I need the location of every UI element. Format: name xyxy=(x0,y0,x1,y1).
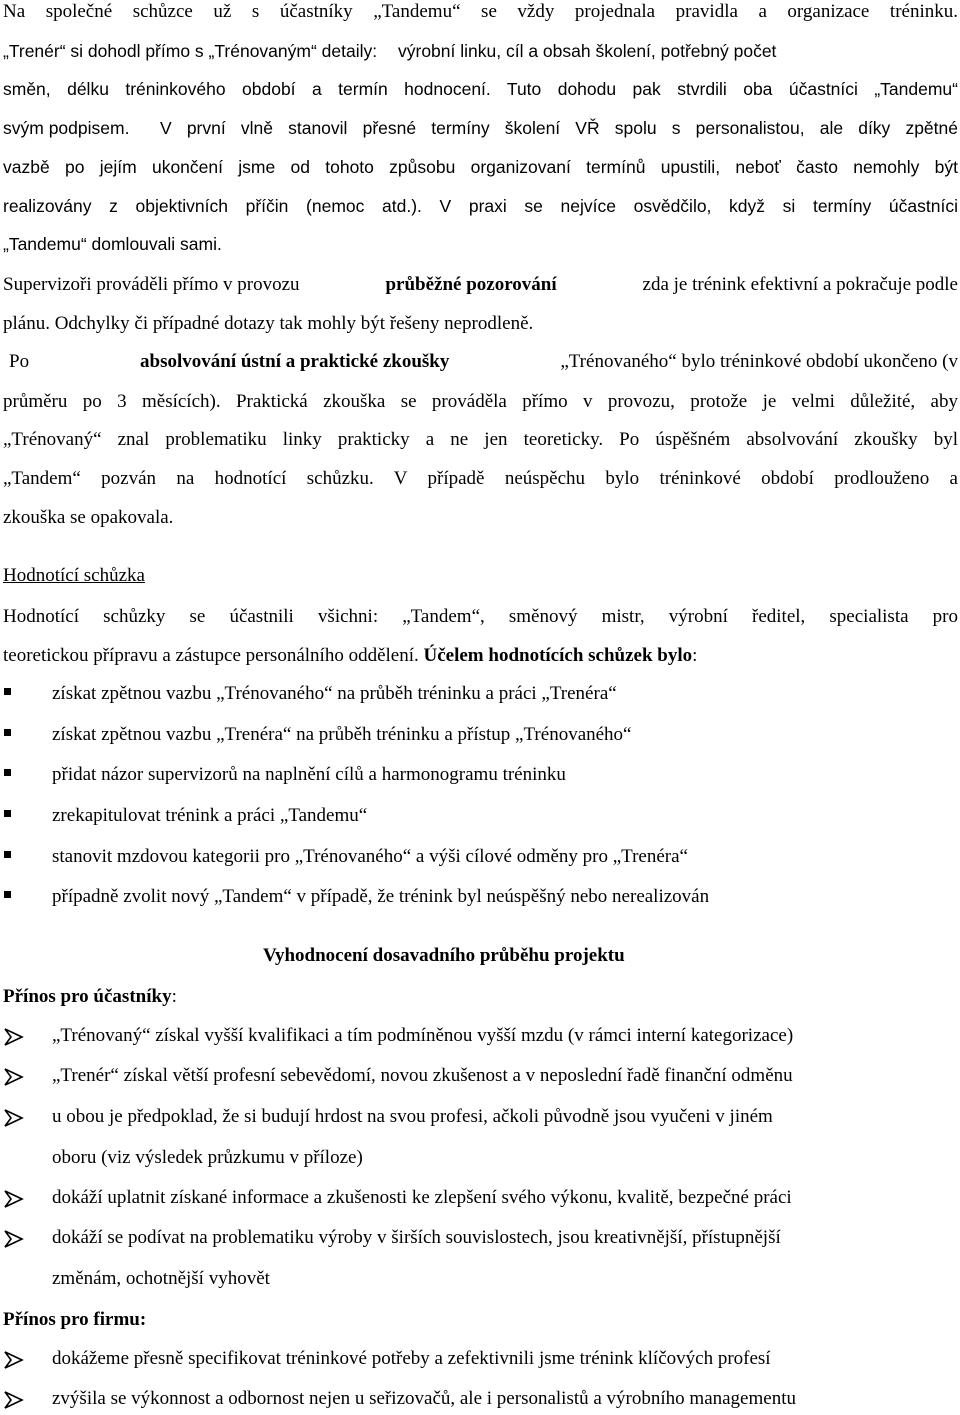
list-item-text: zrekapitulovat trénink a práci „Tandemu“ xyxy=(52,805,368,826)
list-item-text-continued: změnám, ochotnější vyhovět xyxy=(52,1268,270,1289)
list-item-text: stanovit mzdovou kategorii pro „Trénovaného“ a výši cílové odměny pro „Trenéra“ xyxy=(52,846,688,867)
para2-line1 xyxy=(3,273,958,297)
hodnotici-line2-a: teoretickou přípravu a zástupce personálního oddělení. xyxy=(3,645,424,666)
para1-line2-a: „Trenér“ si dohodl přímo s „Trénovaným“ detaily: xyxy=(3,41,378,61)
para2-line2: plánu. Odchylky či případné dotazy tak mohly být řešeny neprodleně. xyxy=(3,313,534,334)
square-bullet-icon xyxy=(4,891,11,898)
section-title-vyhodnoceni: Vyhodnocení dosavadního průběhu projektu xyxy=(263,945,625,966)
square-bullet-icon xyxy=(4,851,11,858)
arrowhead-bullet-icon xyxy=(3,1190,25,1208)
subheading-ucastnici-label: Přínos pro účastníky xyxy=(3,986,172,1007)
para3-line1 xyxy=(9,350,958,374)
para1-line2 xyxy=(3,39,777,63)
para2-line1-b: průběžné pozorování xyxy=(385,274,557,295)
para2-line1-c: zda je trénink efektivní a pokračuje podle xyxy=(642,274,958,295)
para1-line4-a: svým podpisem. xyxy=(3,118,130,138)
list-item-text: zvýšila se výkonnost a odbornost nejen u seřizovačů, ale i personalistů a výrobního managementu xyxy=(52,1388,796,1409)
list-item-text: dokážeme přesně specifikovat tréninkové potřeby a zefektivnili jsme trénink klíčových profesí xyxy=(52,1348,771,1369)
square-bullet-icon xyxy=(4,688,11,695)
list-item-text: dokáží uplatnit získané informace a zkušenosti ke zlepšení svého výkonu, kvalitě, bezpečné práci xyxy=(52,1187,792,1208)
list-item-text: případně zvolit nový „Tandem“ v případě, že trénink byl neúspěšný nebo nerealizován xyxy=(52,886,710,907)
para1-line4 xyxy=(3,116,958,140)
para3-line4: „Tandem“ pozván na hodnotící schůzku. V případě neúspěchu bylo tréninkové období prodlouženo a xyxy=(3,468,958,489)
square-bullet-icon xyxy=(4,729,11,736)
para3-line5: zkouška se opakovala. xyxy=(3,507,174,528)
arrowhead-bullet-icon xyxy=(3,1109,25,1127)
list-item-text: u obou je předpoklad, že si budují hrdost na svou profesi, ačkoli původně jsou vyučeni v jiném xyxy=(52,1106,773,1127)
arrowhead-bullet-icon xyxy=(3,1068,25,1086)
para1-line1: Na společné schůzce už s účastníky „Tandemu“ se vždy projednala pravidla a organizace tréninku. xyxy=(3,1,958,22)
list-item-text: „Trenér“ získal větší profesní sebevědomí, novou zkušenost a v neposlední řadě finanční odměnu xyxy=(52,1065,793,1086)
para2-line1-a: Supervizoři prováděli přímo v provozu xyxy=(3,274,300,295)
para1-line3: směn, délku tréninkového období a termín hodnocení. Tuto dohodu pak stvrdili oba účastníci „Tandemu“ xyxy=(3,79,958,99)
para1-line7: „Tandemu“ domlouvali sami. xyxy=(3,234,222,254)
para3-line1-b: absolvování ústní a praktické zkoušky xyxy=(140,351,450,372)
subheading-ucastnici xyxy=(3,985,177,1009)
para3-line2: průměru po 3 měsících). Praktická zkouška se prováděla přímo v provozu, protože je velmi důležité, aby xyxy=(3,391,958,412)
hodnotici-line2 xyxy=(3,644,697,668)
subheading-ucastnici-colon: : xyxy=(171,986,177,1007)
arrowhead-bullet-icon xyxy=(3,1028,25,1046)
para1-line6: realizovány z objektivních příčin (nemoc atd.). V praxi se nejvíce osvědčilo, když si termíny účastníci xyxy=(3,196,958,216)
square-bullet-icon xyxy=(4,810,11,817)
list-item-text-continued: oboru (viz výsledek průzkumu v příloze) xyxy=(52,1147,363,1168)
para3-line1-c: „Trénovaného“ bylo tréninkové období ukončeno (v xyxy=(560,351,958,372)
hodnotici-line1: Hodnotící schůzky se účastnili všichni: „Tandem“, směnový mistr, výrobní ředitel, specialista pro xyxy=(3,606,958,627)
section-heading-hodnotici: Hodnotící schůzka xyxy=(3,565,145,586)
para1-line4-b: V první vlně stanovil přesné termíny školení VŘ spolu s personalistou, ale díky zpětné xyxy=(160,118,958,138)
arrowhead-bullet-icon xyxy=(3,1230,25,1248)
arrowhead-bullet-icon xyxy=(3,1391,25,1409)
para3-line3: „Trénovaný“ znal problematiku linky prakticky a ne jen teoreticky. Po úspěšném absolvování zkoušky byl xyxy=(3,429,958,450)
para1-line5: vazbě po jejím ukončení jsme od tohoto způsobu organizovaní termínů upustili, neboť často nemohly být xyxy=(3,157,958,177)
list-item-text: přidat názor supervizorů na naplnění cílů a harmonogramu tréninku xyxy=(52,764,566,785)
list-item-text: získat zpětnou vazbu „Trenéra“ na průběh tréninku a přístup „Trénovaného“ xyxy=(52,724,632,745)
subheading-firma: Přínos pro firmu: xyxy=(3,1309,147,1330)
arrowhead-bullet-icon xyxy=(3,1351,25,1369)
hodnotici-line2-b: Účelem hodnotících schůzek bylo xyxy=(423,645,693,666)
list-item-text: dokáží se podívat na problematiku výroby v širších souvislostech, jsou kreativnější, přístupnější xyxy=(52,1227,781,1248)
para1-line2-b: výrobní linku, cíl a obsah školení, potřebný počet xyxy=(398,41,777,61)
para3-line1-a: Po xyxy=(9,351,30,372)
square-bullet-icon xyxy=(4,769,11,776)
list-item-text: „Trénovaný“ získal vyšší kvalifikaci a tím podmíněnou vyšší mzdu (v rámci interní kategorizace) xyxy=(52,1025,794,1046)
list-item-text: získat zpětnou vazbu „Trénovaného“ na průběh tréninku a práci „Trenéra“ xyxy=(52,683,617,704)
hodnotici-line2-c: : xyxy=(692,645,698,666)
